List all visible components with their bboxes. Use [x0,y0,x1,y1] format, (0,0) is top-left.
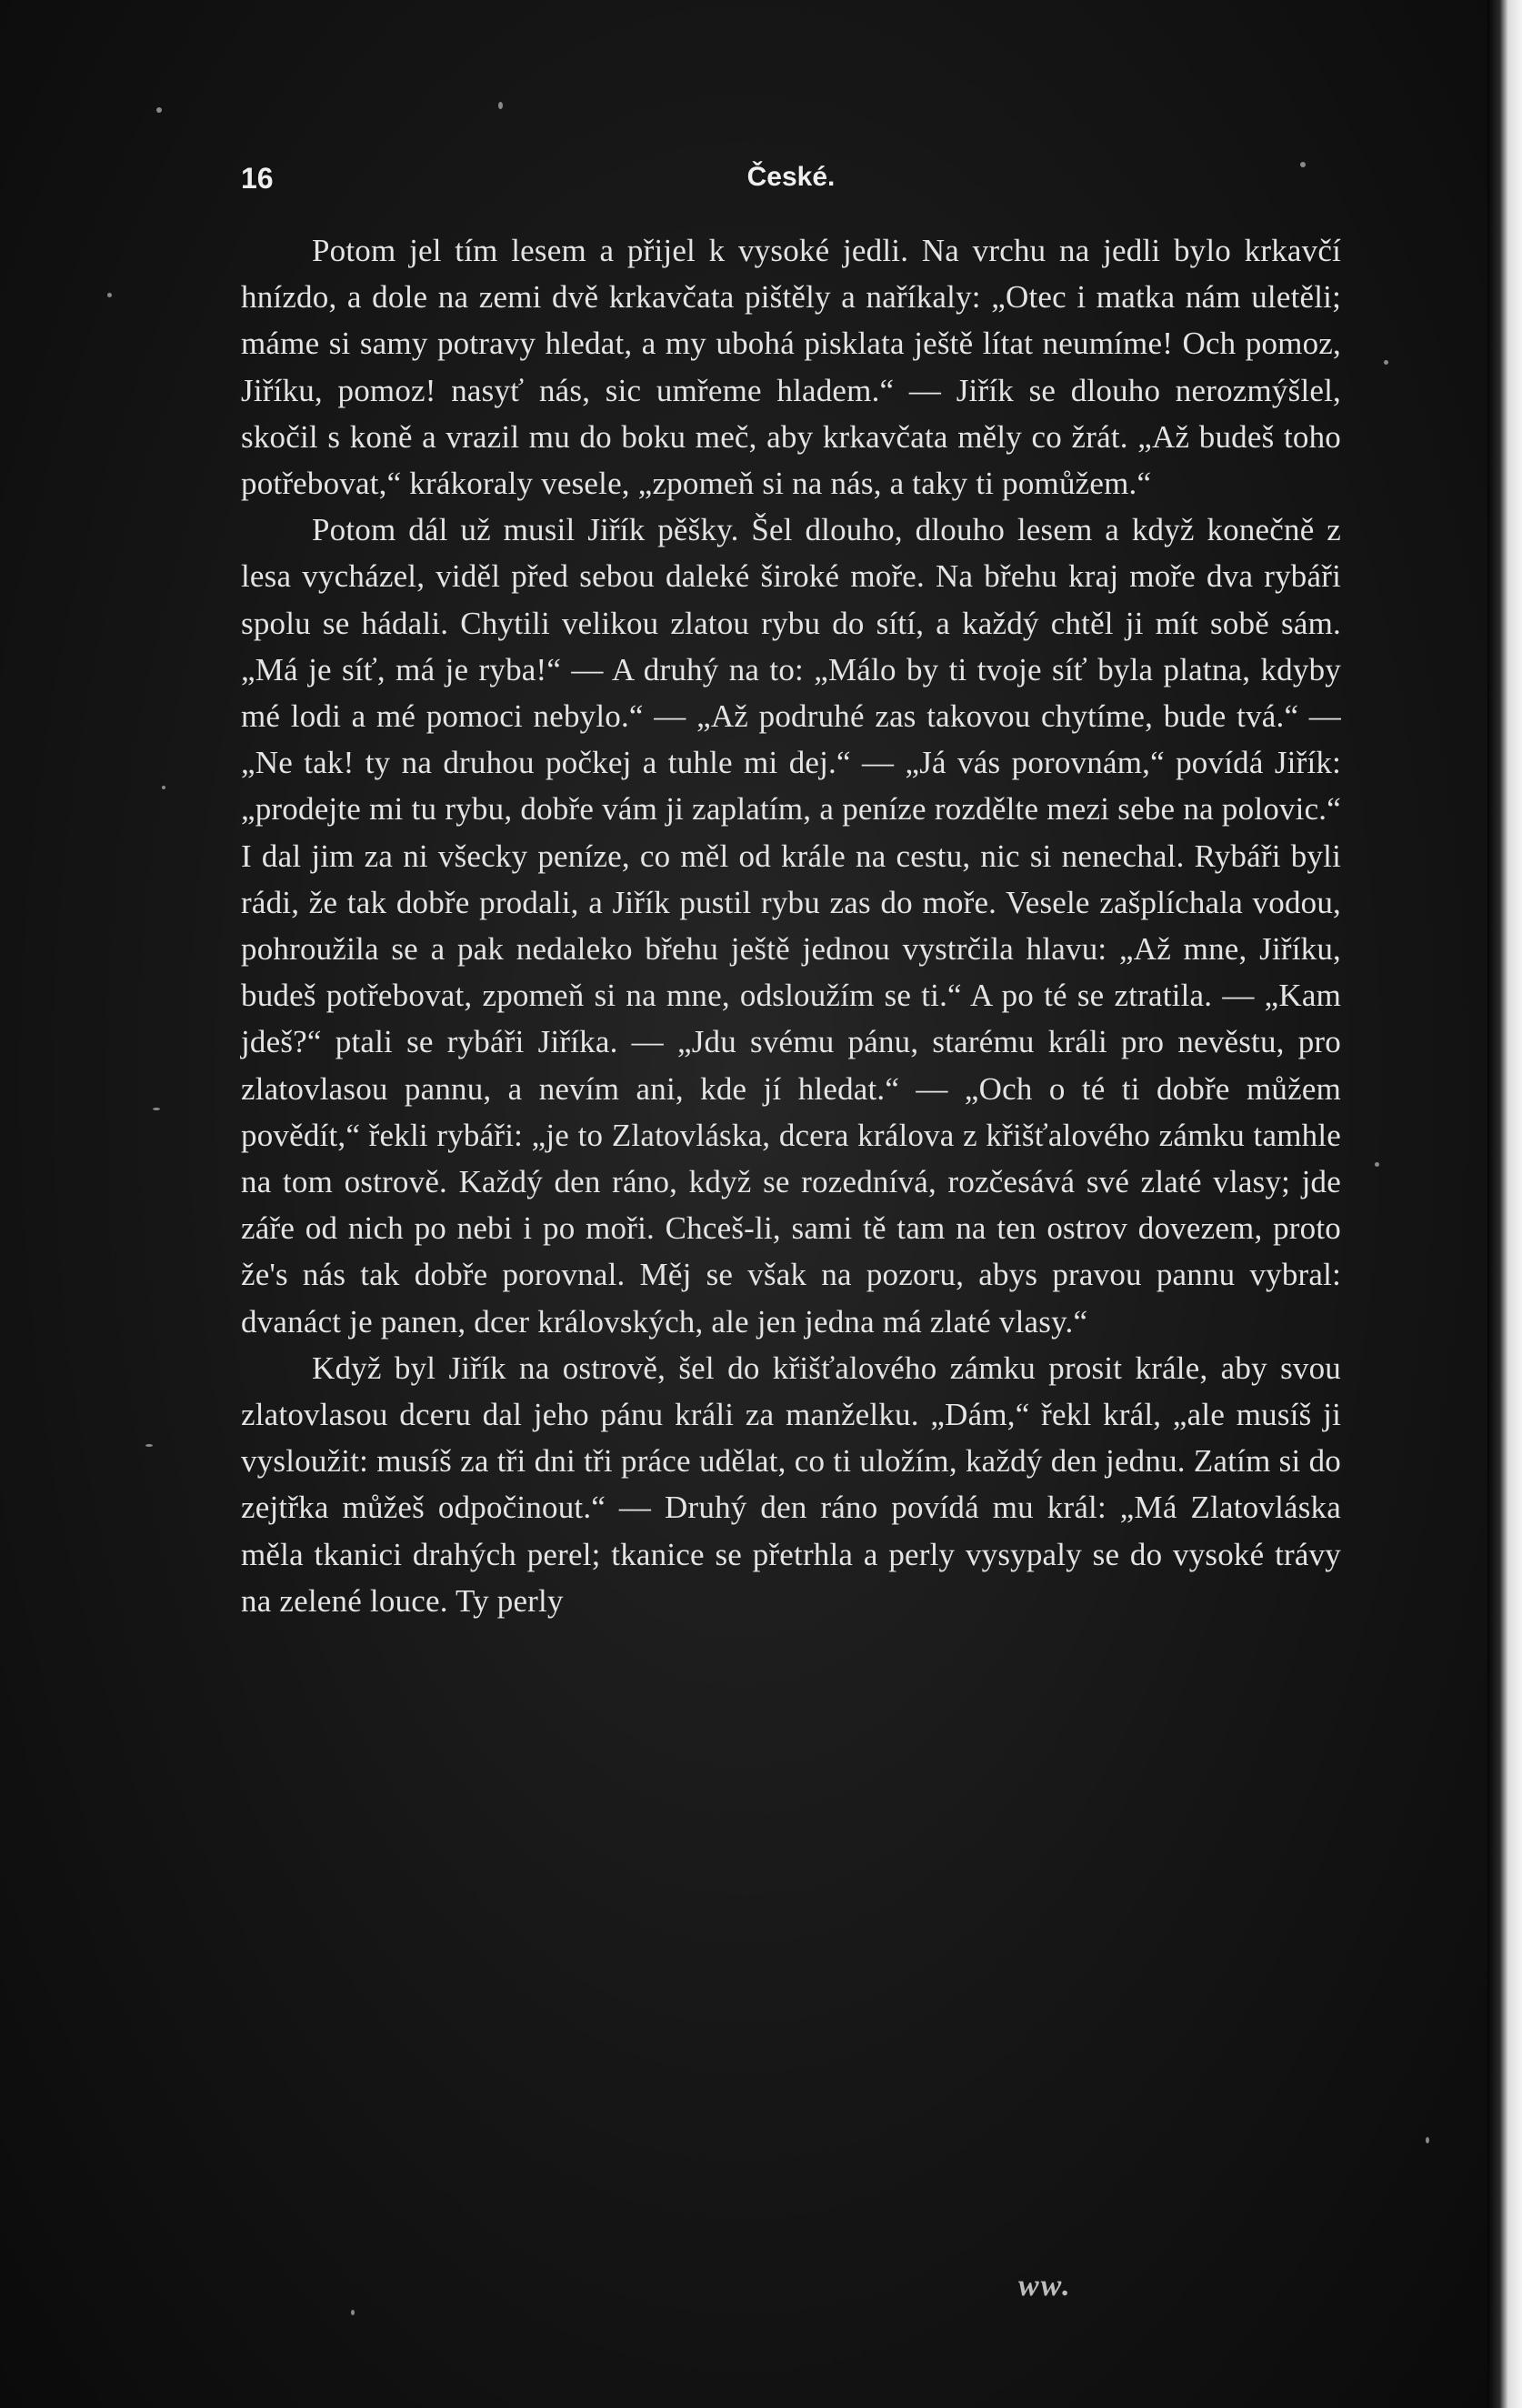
scan-speck [145,1444,153,1447]
paragraph: Když byl Jiřík na ostrově, šel do křišťalového zámku prosit krále, aby svou zlatovlasou dceru dal jeho pánu králi za manželku. „Dám,“ řekl král, „ale musíš ji vysloužit: musíš za tři dni tři práce udělat, co ti uložím, každý den jednu. Zatím si do zejtřka můžeš odpočinout.“ — Druhý den ráno povídá mu král: „Má Zlatovláska měla tkanici drahých perel; tkanice se přetrhla a perly vysypaly se do vysoké trávy na zelené louce. Ty perly [241,1349,1341,1619]
paragraph: Potom jel tím lesem a přijel k vysoké jedli. Na vrchu na jedli bylo krkavčí hnízdo, a dole na zemi dvě krkavčata pištěly a naříkaly: „Otec i matka nám uletěli; máme si samy potravy hledat, a my ubohá pisklata ještě lítat neumíme! Och pomoz, Jiříku, pomoz! nasyť nás, sic umřeme hladem.“ — Jiřík se dlouho nerozmýšlel, skočil s koně a vrazil mu do boku meč, aby krkavčata měly co žrát. „Až budeš toho potřebovat,“ krákoraly vesele, „zpomeň si na nás, a taky ti pomůžem.“ [241,233,1341,502]
page-edge [1487,0,1522,2408]
scan-speck [1375,1162,1379,1167]
scan-speck [1426,2137,1429,2143]
paragraph: Potom dál už musil Jiřík pěšky. Šel dlouho, dlouho lesem a když konečně z lesa vycházel, viděl před sebou daleké široké moře. Na břehu kraj moře dva rybáři spolu se hádali. Chytili velikou zlatou rybu do sítí, a každý chtěl ji mít sobě sám. „Má je síť, má je ryba!“ — A druhý na to: „Málo by ti tvoje síť byla platna, kdyby mé lodi a mé pomoci nebylo.“ — „Až podruhé zas takovou chytíme, bude tvá.“ — „Ne tak! ty na druhou počkej a tuhle mi dej.“ — „Já vás porovnám,“ povídá Jiřík: „prodejte mi tu rybu, dobře vám ji zaplatím, a peníze rozdělte mezi sebe na polovic.“ I dal jim za ni všecky peníze, co měl od krále na cestu, nic si nenechal. Rybáři byli rádi, že tak dobře prodali, a Jiřík pustil rybu zas do moře. Vesele zašplíchala vodou, pohroužila se a pak nedaleko břehu ještě jednou vystrčila hlavu: „Až mne, Jiříku, budeš potřebovat, zpomeň si na mne, odsloužím se ti.“ A po té se ztratila. — „Kam jdeš?“ ptali se rybáři Jiříka. — „Jdu svému pánu, starému králi pro nevěstu, pro zlatovlasou pannu, a nevím ani, kde jí hledat.“ — „Och o té ti dobře můžem povědít,“ řekli rybáři: „je to Zlatovláska, dcera králova z křišťalového zámku tamhle na tom ostrově. Každý den ráno, když se rozednívá, rozčesává své zlaté vlasy; jde záře od nich po nebi i po moři. Chceš-li, sami tě tam na ten ostrov dovezem, proto že's nás tak dobře porovnal. Měj se však na pozoru, abys pravou pannu vybral: dvanáct je panen, dcer královských, ale jen jedna má zlaté vlasy.“ [241,512,1341,1339]
running-head [241,153,1341,207]
scan-speck [1384,360,1388,365]
printer-mark: ww. [1018,2269,1072,2303]
body-text [241,227,1341,1624]
scan-speck [156,107,162,113]
scan-speck [351,2310,355,2315]
scan-speck [153,1108,160,1110]
scan-speck [107,293,112,297]
book-page [241,153,1341,1624]
page-number: 16 [241,162,274,195]
scan-speck [498,102,503,109]
scan-speck [162,786,165,789]
running-title: České. [746,162,836,192]
